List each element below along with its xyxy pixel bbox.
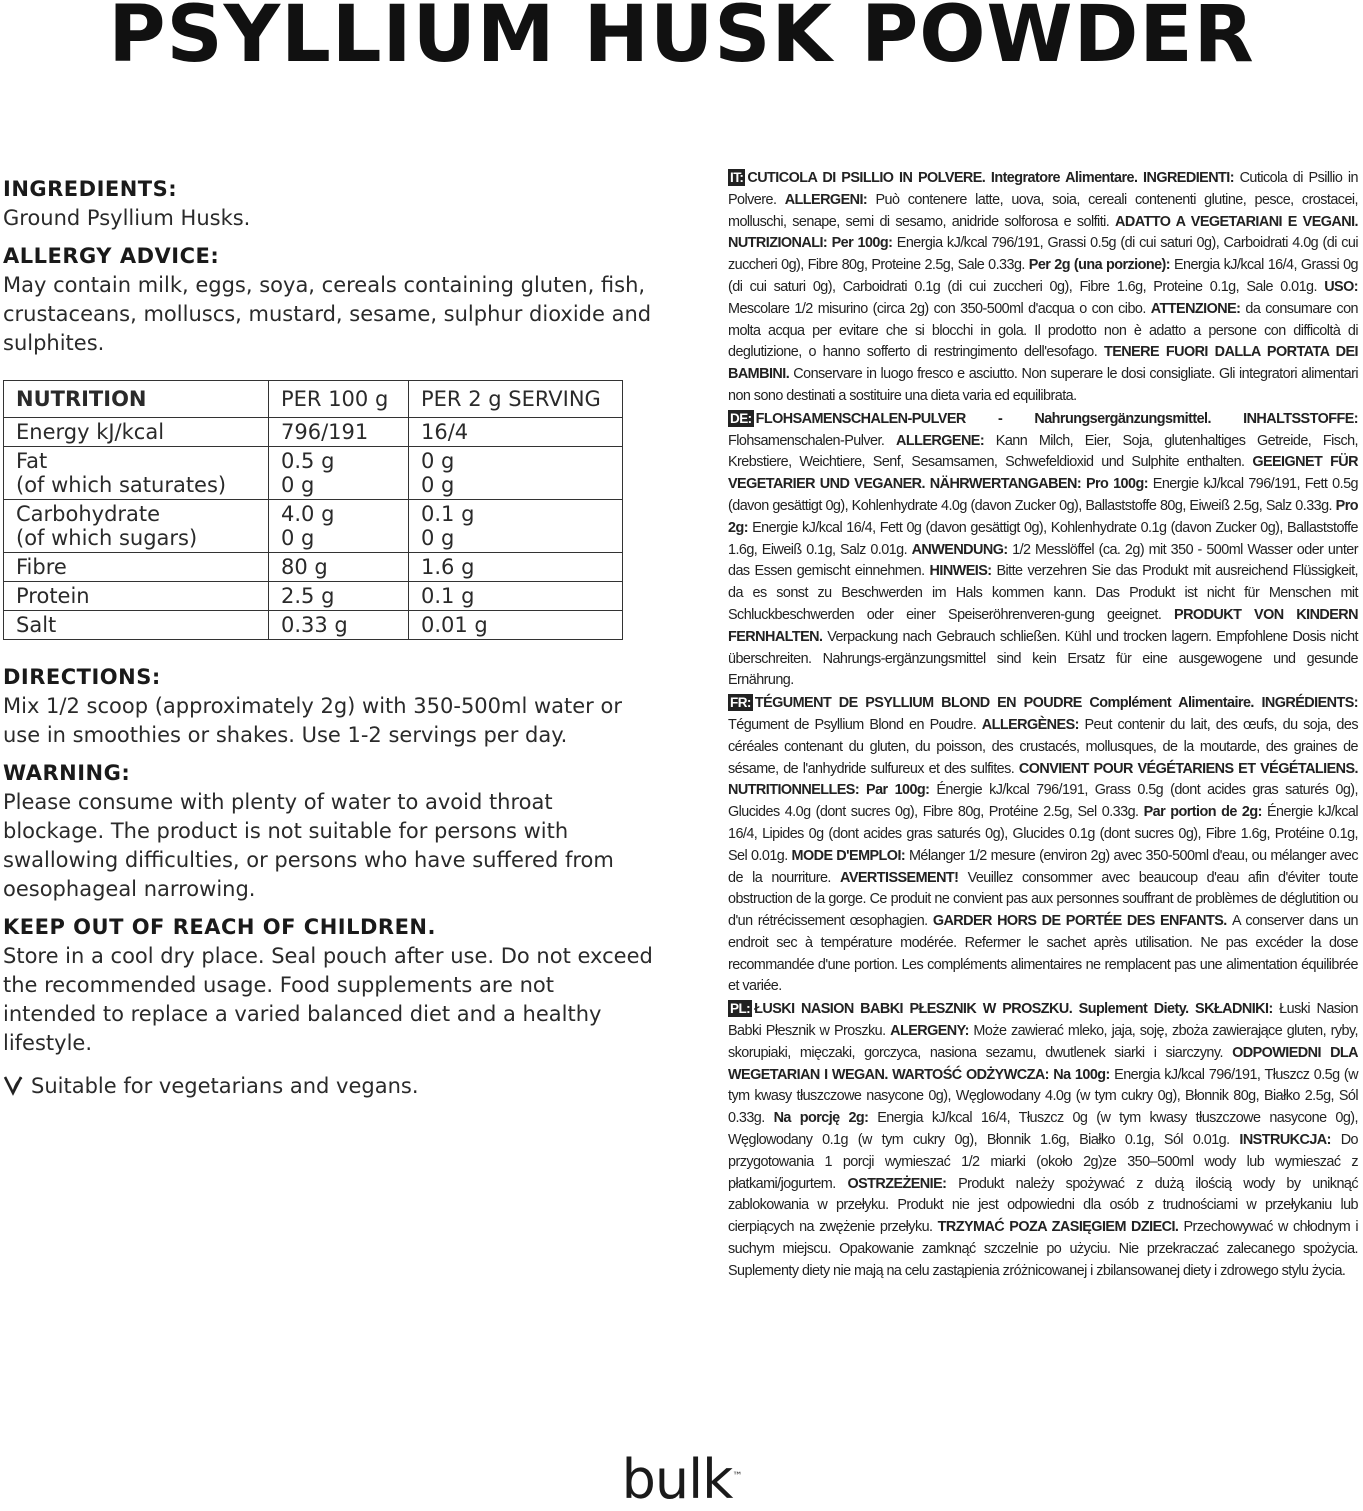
nutrition-header: NUTRITION bbox=[4, 381, 269, 418]
translation-text: Energia kJ/kcal 16/4, Grassi 0g (di cui saturi 0g), Carboidrati 0.1g (di cui zuccheri 0g), Fibre 1.6g, Proteine 0.1g, Sale 0.01g. bbox=[728, 257, 1358, 295]
translation-fr bbox=[728, 693, 1358, 998]
table-row bbox=[4, 418, 623, 447]
translation-text: A conserver dans un endroit sec à température modérée. Refermer le sachet après utilisation. Ne pas excéder la dose recommandée d'une portion. Les compléments alimentaires ne remplacent pas une alimentation équilibrée et variée. bbox=[728, 913, 1358, 995]
translation-pl bbox=[728, 999, 1358, 1282]
translation-bold-text: TENERE FUORI DALLA PORTATA DEI BAMBINI. bbox=[728, 344, 1358, 383]
translation-text: Peut contenir du lait, des œufs, du soja, des céréales contenant du gluten, du poisson, des crustacés, mollusques, de la moutarde, des graines de sésame, de l'anhydride sulfureux et des sulfites. bbox=[728, 716, 1358, 777]
translation-text: Energie kJ/kcal 796/191, Fett 0.5g (davon gesättigt 0g), Kohlenhydrate 4.0g (davon Zucker 0g), Ballaststoffe 80g, Eiweiß 2.5g, Salz 0.33g. bbox=[728, 476, 1358, 514]
translation-text: Bitte verzehren Sie das Produkt mit ausreichend Flüssigkeit, da es sonst zu Beschwerden im Hals kommen kann. Das Produkt ist nicht für Menschen mit Schluckbeschwerden oder einer Speiseröhrenveren-gung geeignet. bbox=[728, 563, 1359, 623]
directions-heading: DIRECTIONS: bbox=[3, 665, 161, 689]
translation-bold-text: ANWENDUNG: bbox=[911, 541, 1013, 558]
ingredients-section bbox=[3, 174, 703, 233]
brand-logo bbox=[0, 1448, 1363, 1511]
translation-text: Energia kJ/kcal 796/191, Tłuszcz 0.5g (w tym kwasy tłuszczowe nasycone 0g), Węglowodany 4.0g (w tym cukry 0g), Błonnik 80g, Białko 2.5g, Sól 0.33g. bbox=[728, 1066, 1358, 1127]
translation-bold-text: ALLERGENI: bbox=[784, 191, 876, 208]
translation-text: Produkt należy spożywać z dużą ilością wody by uniknąć zablokowania w przełyku. Produkt nie jest odpowiedni dla osób z trudnościami w przełykaniu lub cierpiących na zwężenie przełyku. bbox=[728, 1175, 1358, 1236]
translation-bold-text: ŁUSKI NASION BABKI PŁESZNIK W PROSZKU. Suplement Diety. SKŁADNIKI: bbox=[754, 1001, 1280, 1018]
table-row bbox=[4, 553, 623, 582]
translation-text: da consumare con molta acqua per evitare che si blocchi in gola. Il prodotto non è adatto a persone con difficoltà di deglutizione, o hanno sofferto di restringimento dell'esofago. bbox=[728, 300, 1358, 361]
translation-bold-text: HINWEIS: bbox=[929, 563, 997, 580]
translation-it bbox=[728, 168, 1358, 408]
translation-text: Energie kJ/kcal 16/4, Fett 0g (davon gesättigt 0g), Kohlenhydrate 0.1g (davon Zucker 0g), Ballaststoffe 1.6g, Eiweiß 0.1g, Salz 0.01g. bbox=[728, 519, 1359, 558]
children-section bbox=[3, 912, 703, 1058]
translation-bold-text: CUTICOLA DI PSILLIO IN POLVERE. Integratore Alimentare. INGREDIENTI: bbox=[747, 170, 1240, 186]
trademark-mark: ™ bbox=[732, 1471, 742, 1482]
language-code-badge: PL: bbox=[730, 1001, 751, 1017]
translation-bold-text: FLOHSAMENSCHALEN-PULVER - Nahrungsergänzungsmittel. INHALTSSTOFFE: bbox=[755, 410, 1358, 427]
translation-bold-text: Na porcję 2g: bbox=[773, 1110, 878, 1127]
per-serving-value: 0.1 g bbox=[409, 582, 623, 611]
translation-text: Łuski Nasion Babki Płesznik w Proszku. bbox=[728, 1001, 1358, 1040]
translations-column bbox=[728, 168, 1358, 1284]
translation-text: Énergie kJ/kcal 796/191, Grass 0.5g (dont acides gras saturés 0g), Glucides 4.0g (dont sucres 0g), Fibre 80g, Protéine 2.5g, Sel 0.33g. bbox=[728, 782, 1358, 821]
vegan-text: Suitable for vegetarians and vegans. bbox=[31, 1074, 419, 1098]
translation-bold-text: OSTRZEŻENIE: bbox=[847, 1175, 959, 1192]
translation-text: Conservare in luogo fresco e asciutto. Non superare le dosi consigliate. Gli integratori alimentari non sono destinati a sostituire una dieta varia ed equilibrata. bbox=[728, 366, 1358, 404]
english-label-column bbox=[3, 174, 703, 1101]
translation-bold-text: CONVIENT POUR VÉGÉTARIENS ET VÉGÉTALIENS. NUTRITIONNELLES: Par 100g: bbox=[728, 760, 1359, 799]
translation-bold-text: ALLERGÈNES: bbox=[981, 716, 1085, 733]
per-100g-value: 4.0 g 0 g bbox=[269, 500, 409, 553]
ingredients-heading: INGREDIENTS: bbox=[3, 177, 178, 201]
nutrient-name: Salt bbox=[4, 611, 269, 640]
language-code-badge: FR: bbox=[730, 695, 751, 711]
vegan-statement bbox=[3, 1072, 703, 1101]
translation-bold-text: USO: bbox=[1324, 278, 1358, 295]
translation-text: 1/2 Messlöffel (ca. 2g) mit 350 - 500ml Wasser oder unter das Essen gemischt einnehmen. bbox=[728, 541, 1358, 580]
per-serving-value: 16/4 bbox=[409, 418, 623, 447]
translation-text: Può contenere latte, uova, soia, cereali contenenti glutine, pesce, crostacei, molluschi, senape, semi di sesamo, anidride solforosa e solfiti. bbox=[728, 191, 1359, 230]
allergy-heading: ALLERGY ADVICE: bbox=[3, 244, 220, 268]
vegan-icon bbox=[3, 1074, 23, 1100]
translation-text: Verpackung nach Gebrauch schließen. Kühl und trocken lagern. Empfohlene Dosis nicht überschreiten. Nahrungs-ergänzungsmittel sind kein Ersatz für eine ausgewogene und gesunde Ernährung. bbox=[728, 628, 1358, 689]
translation-bold-text: GARDER HORS DE PORTÉE DES ENFANTS. bbox=[932, 913, 1232, 930]
table-row bbox=[4, 500, 623, 553]
translation-de bbox=[728, 409, 1358, 692]
table-row bbox=[4, 611, 623, 640]
nutrition-header-row bbox=[4, 381, 623, 418]
per-serving-value: 0.1 g 0 g bbox=[409, 500, 623, 553]
directions-section bbox=[3, 662, 703, 750]
per-100g-value: 2.5 g bbox=[269, 582, 409, 611]
table-row bbox=[4, 582, 623, 611]
language-code-badge: DE: bbox=[730, 410, 752, 426]
translation-bold-text: TRZYMAĆ POZA ZASIĘGIEM DZIECI. bbox=[937, 1219, 1184, 1236]
per-100g-value: 80 g bbox=[269, 553, 409, 582]
translation-text: Energia kJ/kcal 796/191, Grassi 0.5g (di cui saturi 0g), Carboidrati 4.0g (di cui zuccheri 0g), Fibre 80g, Proteine 2.5g, Sale 0.33g. bbox=[728, 235, 1359, 274]
translation-text: Mescolare 1/2 misurino (circa 2g) con 350-500ml d'acqua o con cibo. bbox=[728, 300, 1151, 317]
directions-text: Mix 1/2 scoop (approximately 2g) with 350-500ml water or use in smoothies or shakes. Use 1-2 servings per day. bbox=[3, 694, 622, 747]
translation-bold-text: ALERGENY: bbox=[890, 1023, 974, 1040]
per-100g-value: 0.5 g 0 g bbox=[269, 447, 409, 500]
translation-text: Tégument de Psyllium Blond en Poudre. bbox=[728, 716, 982, 733]
translation-bold-text: MODE D'EMPLOI: bbox=[791, 847, 909, 864]
per-100g-header: PER 100 g bbox=[269, 381, 409, 418]
ingredients-text: Ground Psyllium Husks. bbox=[3, 206, 251, 230]
translation-bold-text: Par portion de 2g: bbox=[1143, 804, 1267, 821]
per-serving-value: 0 g 0 g bbox=[409, 447, 623, 500]
brand-name: bulk bbox=[621, 1448, 733, 1511]
per-100g-value: 0.33 g bbox=[269, 611, 409, 640]
translation-text: Do przygotowania 1 porcji wymieszać 1/2 miarki (około 2g)ze 350–500ml wody lub wymieszać z płatkami/jogurtem. bbox=[728, 1132, 1358, 1192]
allergy-text: May contain milk, eggs, soya, cereals containing gluten, fish, crustaceans, molluscs, mustard, sesame, sulphur dioxide and sulphites. bbox=[3, 273, 652, 355]
product-title: PSYLLIUM HUSK POWDER bbox=[108, 0, 1255, 80]
language-code-badge: IT: bbox=[730, 170, 744, 185]
nutrient-name: Protein bbox=[4, 582, 269, 611]
translation-text: Veuillez consommer avec beaucoup d'eau afin d'éviter toute obstruction de la gorge. Ce produit ne convient pas aux personnes souffrant de problèmes de déglutition ou d'un rétrécissement œsophagien. bbox=[728, 869, 1358, 930]
translation-bold-text: ALLERGENE: bbox=[896, 432, 996, 449]
nutrition-table bbox=[3, 380, 623, 640]
translation-bold-text: ODPOWIEDNI DLA WEGETARIAN I WEGAN. WARTOŚĆ ODŻYWCZA: Na 100g: bbox=[728, 1044, 1358, 1083]
translation-text: Może zawierać mleko, jaja, soję, zboża zawierające gluten, ryby, skorupiaki, mięczaki, gorczyca, nasiona sezamu, dwutlenek siarki i siarczyny. bbox=[728, 1023, 1358, 1061]
per-serving-header: PER 2 g SERVING bbox=[409, 381, 623, 418]
storage-text: Store in a cool dry place. Seal pouch after use. Do not exceed the recommended usage. Food supplements are not intended to replace a varied balanced diet and a healthy lifestyle. bbox=[3, 944, 653, 1055]
nutrient-name: Fibre bbox=[4, 553, 269, 582]
warning-section bbox=[3, 758, 703, 904]
per-serving-value: 1.6 g bbox=[409, 553, 623, 582]
translation-text: Énergie kJ/kcal 16/4, Lipides 0g (dont acides gras saturés 0g), Glucides 0.1g (dont sucres 0g), Fibre 1.6g, Protéine 0.1g, Sel 0.01g. bbox=[728, 804, 1358, 864]
translation-text: Przechowywać w chłodnym i suchym miejscu. Opakowanie zamknąć szczelnie po użyciu. Nie przekraczać zalecanego spożycia. Suplementy diety nie mają na celu zastąpienia zróżnicowanej i zbilansowanej diety i zdrowego stylu życia. bbox=[728, 1219, 1358, 1279]
translation-text: Cuticola di Psillio in Polvere. bbox=[728, 170, 1358, 208]
translation-text: Flohsamenschalen-Pulver. bbox=[728, 432, 897, 449]
translation-text: Energia kJ/kcal 16/4, Tłuszcz 0g (w tym kwasy tłuszczowe nasycone 0g), Węglowodany 0.1g (w tym cukry 0g), Błonnik 1.6g, Białko 0.1g, Sól 0.01g. bbox=[728, 1110, 1358, 1149]
translation-text: Mélanger 1/2 mesure (environ 2g) avec 350-500ml d'eau, ou mélanger avec de la nourriture. bbox=[728, 847, 1358, 886]
translation-bold-text: INSTRUKCJA: bbox=[1239, 1132, 1341, 1149]
translation-bold-text: PRODUKT VON KINDERN FERNHALTEN. bbox=[728, 606, 1358, 645]
per-100g-value: 796/191 bbox=[269, 418, 409, 447]
warning-text: Please consume with plenty of water to avoid throat blockage. The product is not suitable for persons with swallowing difficulties, or persons who have suffered from oesophageal narrowing. bbox=[3, 790, 614, 901]
translation-bold-text: ADATTO A VEGETARIANI E VEGANI. NUTRIZIONALI: Per 100g: bbox=[728, 213, 1358, 252]
translation-bold-text: Per 2g (una porzione): bbox=[1028, 257, 1174, 274]
translation-bold-text: GEEIGNET FÜR VEGETARIER UND VEGANER. NÄHRWERTANGABEN: Pro 100g: bbox=[728, 454, 1358, 493]
translation-bold-text: Pro 2g: bbox=[728, 497, 1358, 536]
allergy-section bbox=[3, 241, 703, 358]
children-heading: KEEP OUT OF REACH OF CHILDREN. bbox=[3, 915, 436, 939]
table-row bbox=[4, 447, 623, 500]
per-serving-value: 0.01 g bbox=[409, 611, 623, 640]
translation-text: Kann Milch, Eier, Soja, glutenhaltiges Getreide, Fisch, Krebstiere, Weichtiere, Senf, Sesamsamen, Schwefeldioxid und Sulphite enthalten. bbox=[728, 432, 1358, 471]
nutrient-name: Fat (of which saturates) bbox=[4, 447, 269, 500]
nutrient-name: Energy kJ/kcal bbox=[4, 418, 269, 447]
translation-bold-text: AVERTISSEMENT! bbox=[840, 869, 968, 886]
nutrient-name: Carbohydrate (of which sugars) bbox=[4, 500, 269, 553]
warning-heading: WARNING: bbox=[3, 761, 131, 785]
translation-bold-text: ATTENZIONE: bbox=[1150, 300, 1246, 317]
translation-bold-text: TÉGUMENT DE PSYLLIUM BLOND EN POUDRE Complément Alimentaire. INGRÉDIENTS: bbox=[754, 695, 1358, 712]
